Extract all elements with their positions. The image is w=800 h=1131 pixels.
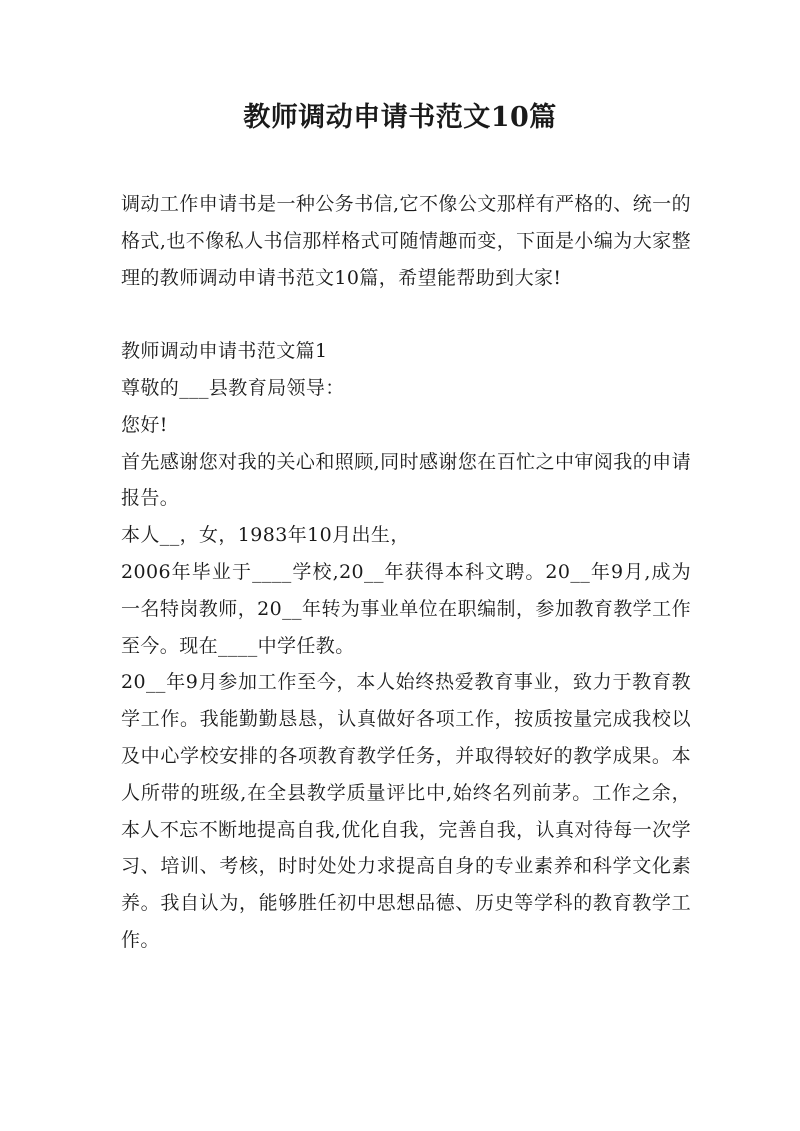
document-body	[121, 186, 691, 959]
body-paragraph: 20__年9月参加工作至今，本人始终热爱教育事业，致力于教育教学工作。我能勤勤恳恳，认真做好各项工作，按质按量完成我校以及中心学校安排的各项教育教学任务，并取得较好的教学成果。本人所带的班级,在全县教学质量评比中,始终名列前茅。工作之余，本人不忘不断地提高自我,优化自我，完善自我，认真对待每一次学习、培训、考核，时时处处力求提高自身的专业素养和科学文化素养。我自认为，能够胜任初中思想品德、历史等学科的教育教学工作。	[121, 671, 691, 951]
intro-paragraph: 调动工作申请书是一种公务书信,它不像公文那样有严格的、统一的格式,也不像私人书信那样格式可随情趣而变，下面是小编为大家整理的教师调动申请书范文10篇，希望能帮助到大家!	[121, 193, 691, 289]
body-paragraph: 首先感谢您对我的关心和照顾,同时感谢您在百忙之中审阅我的申请报告。	[121, 450, 691, 510]
section-heading: 教师调动申请书范文篇1	[121, 340, 328, 363]
greeting: 您好!	[121, 413, 168, 436]
document-title: 教师调动申请书范文10篇	[243, 102, 557, 133]
body-paragraph: 2006年毕业于____学校,20__年获得本科文聘。20__年9月,成为一名特岗教师，20__年转为事业单位在职编制，参加教育教学工作至今。现在____中学任教。	[121, 560, 691, 657]
body-paragraph: 本人__，女，1983年10月出生，	[121, 524, 410, 547]
salutation: 尊敬的___县教育局领导：	[121, 376, 345, 399]
paragraph-spacer	[121, 296, 691, 333]
